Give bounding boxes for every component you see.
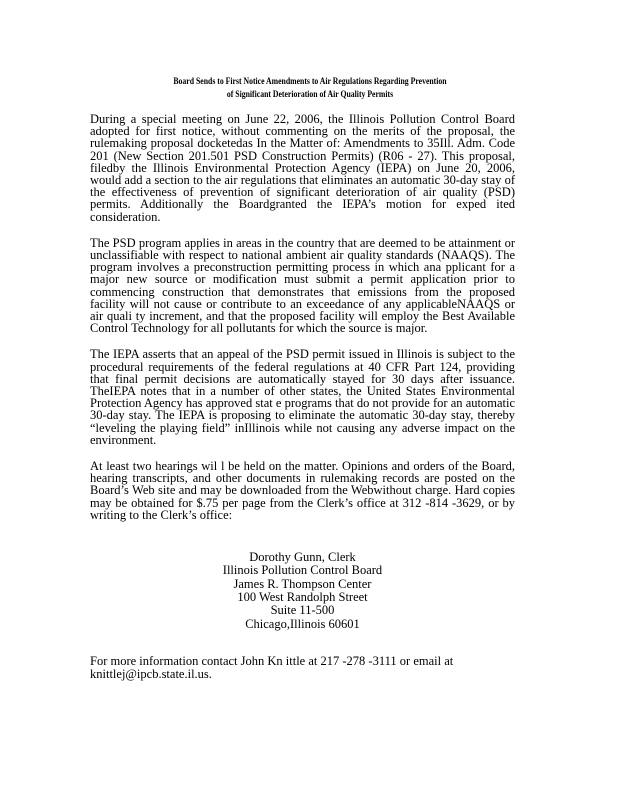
address-city: Chicago,Illinois 60601 (245, 616, 360, 631)
title-line-2: of Significant Deterioration of Air Quality Permits (226, 89, 394, 99)
paragraph-iepa-asserts: The IEPA asserts that an appeal of the PSD permit issued in Illinois is subject to the procedural requirements of the federal regulations at 40 CFR Part 124, providing that final permit decisions are automatically stayed for 30 days after issuance. TheIEPA notes that in a number of other states, the United States Environmental Protection Agency has approved stat e programs that do not provide for an automatic 30-day stay. The IEPA is proposing to eliminate the automatic 30-day stay, thereby “leveling the playing field” inIllinois while not causing any adverse impact on the environment. (90, 347, 515, 447)
address-org: Illinois Pollution Control Board (222, 563, 383, 578)
paragraph-meeting: During a special meeting on June 22, 2006, the Illinois Pollution Control Board adopted for first notice, without commenting on the merits of the proposal, the rulemaking proposal docketedas In the Matter of: Amendments to 35Ill. Adm. Code 201 (New Section 201.501 PSD Construction Permits) (R06 - 27). This proposal, filedby the Illinois Environmental Protection Agency (IEPA) on June 20, 2006, would add a section to the air regulations that eliminates an automatic 30-day stay of the effectiveness of prevention of significant deterioration of air quality (PSD) permits. Additionally the Boardgranted the IEPA’s motion for exped ited consideration. (90, 112, 515, 224)
title-line-1: Board Sends to First Notice Amendments to Air Regulations Regarding Prevention (173, 76, 447, 86)
document-body (90, 113, 515, 681)
clerk-address (90, 551, 515, 631)
contact-info: For more information contact John Kn ittle at 217 -278 -3111 or email at knittlej@ipcb.state.il.us. (90, 653, 454, 682)
paragraph-hearings: At least two hearings wil l be held on the matter. Opinions and orders of the Board, hearing transcripts, and other documents in rulemaking records are posted on the Board’s Web site and may be downloaded from the Webwithout charge. Hard copies may be obtained for $.75 per page from the Clerk’s office at 312 -814 -3629, or by writing to the Clerk’s office: (90, 459, 515, 522)
paragraph-psd-program: The PSD program applies in areas in the country that are deemed to be attainment or unclassifiable with respect to national ambient air quality standards (NAAQS). The program involves a preconstruction permitting process in which ana pplicant for a major new source or modification must submit a permit application prior to commencing construction that demonstrates that emissions from the proposed facility will not cause or contribute to an exceedance of any applicableNAAQS or air quali ty increment, and that the proposed facility will employ the Best Available Control Technology for all pollutants for which the source is major. (90, 235, 515, 336)
address-suite: Suite 11-500 (270, 603, 335, 618)
address-name: Dorothy Gunn, Clerk (249, 550, 356, 565)
address-building: James R. Thompson Center (233, 576, 372, 591)
document-title (112, 75, 508, 101)
address-street: 100 West Randolph Street (237, 589, 368, 604)
